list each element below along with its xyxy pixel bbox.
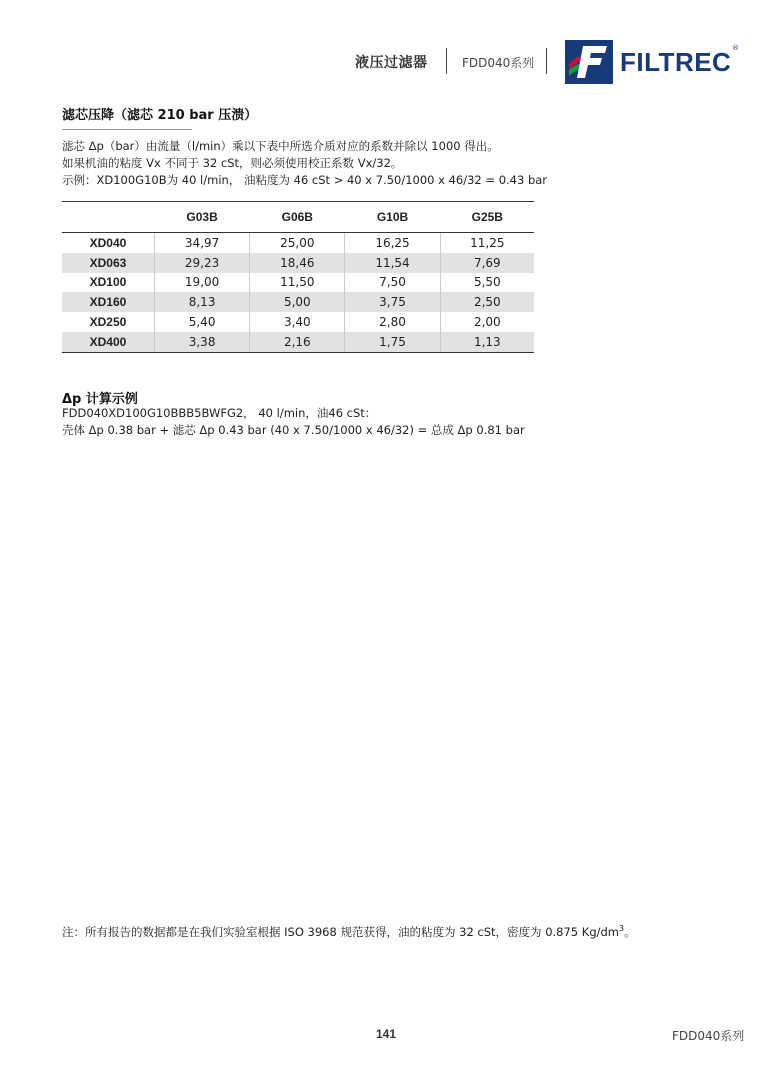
- footnote: [62, 924, 636, 940]
- column-header: [62, 202, 155, 233]
- filtrec-logo-icon: [565, 40, 613, 84]
- table-cell: 34,97: [155, 233, 250, 253]
- table-cell: 5,40: [155, 312, 250, 332]
- footer-series: FDD040系列: [672, 1029, 745, 1043]
- table-cell: 11,50: [250, 273, 345, 293]
- header-divider: [446, 48, 447, 74]
- table-row: [62, 273, 534, 293]
- calc-example-line: 壳体 Δp 0.38 bar + 滤芯 Δp 0.43 bar (40 x 7.50/1000 x 46/32) = 总成 Δp 0.81 bar: [62, 423, 525, 437]
- table-cell: 2,00: [440, 312, 534, 332]
- header-divider: [546, 48, 547, 74]
- pressure-drop-table: [62, 201, 534, 353]
- row-model: XD100: [89, 275, 127, 290]
- table-cell: 11,54: [345, 253, 440, 273]
- brand-name: FILTREC: [620, 47, 732, 77]
- table-cell: 7,50: [345, 273, 440, 293]
- footnote-end: 。: [624, 925, 636, 939]
- header-series: FDD040系列: [462, 56, 535, 70]
- table-cell: 1,75: [345, 332, 440, 352]
- table-cell: 3,40: [250, 312, 345, 332]
- column-header: G10B: [345, 202, 440, 233]
- section-underline: [62, 129, 192, 130]
- table-cell: 16,25: [345, 233, 440, 253]
- table-header-row: [62, 202, 534, 233]
- calc-example-line: FDD040XD100G10BBB5BWFG2， 40 l/min，油46 cSt：: [62, 406, 377, 420]
- column-header: G03B: [155, 202, 250, 233]
- row-model: XD250: [89, 315, 127, 330]
- table-cell: 3,75: [345, 292, 440, 312]
- table-row: [62, 233, 534, 253]
- registered-mark: ®: [732, 44, 739, 52]
- table-cell: 8,13: [155, 292, 250, 312]
- header-title: 液压过滤器: [355, 55, 428, 71]
- table-cell: 5,00: [250, 292, 345, 312]
- table-cell: 5,50: [440, 273, 534, 293]
- row-model: XD040: [89, 235, 127, 250]
- description-line: 滤芯 Δp（bar）由流量（l/min）乘以下表中所选介质对应的系数并除以 1000 得出。: [62, 139, 499, 153]
- table-cell: 2,50: [440, 292, 534, 312]
- table-cell: 2,16: [250, 332, 345, 352]
- table-row: [62, 332, 534, 352]
- footnote-superscript: 3: [619, 924, 625, 934]
- table-row: [62, 312, 534, 332]
- table-cell: 1,13: [440, 332, 534, 352]
- calc-example-title: Δp 计算示例: [62, 392, 138, 407]
- table-cell: 29,23: [155, 253, 250, 273]
- table-cell: 18,46: [250, 253, 345, 273]
- table-row: [62, 292, 534, 312]
- table-cell: 19,00: [155, 273, 250, 293]
- table-cell: 3,38: [155, 332, 250, 352]
- column-header: G25B: [440, 202, 534, 233]
- description-line: 如果机油的粘度 Vx 不同于 32 cSt，则必须使用校正系数 Vx/32。: [62, 156, 403, 170]
- table-cell: 2,80: [345, 312, 440, 332]
- table-cell: 7,69: [440, 253, 534, 273]
- table-row: [62, 253, 534, 273]
- page-number: 141: [376, 1027, 397, 1041]
- section-title: 滤芯压降（滤芯 210 bar 压溃）: [62, 108, 258, 123]
- table-cell: 11,25: [440, 233, 534, 253]
- table-cell: 25,00: [250, 233, 345, 253]
- column-header: G06B: [250, 202, 345, 233]
- row-model: XD063: [62, 253, 155, 273]
- row-model: XD400: [62, 332, 155, 352]
- row-model: XD160: [62, 292, 155, 312]
- description-line: 示例：XD100G10B为 40 l/min， 油粘度为 46 cSt > 40 x 7.50/1000 x 46/32 = 0.43 bar: [62, 173, 548, 187]
- footnote-text: 注：所有报告的数据都是在我们实验室根据 ISO 3968 规范获得，油的粘度为 32 cSt，密度为 0.875 Kg/dm: [62, 925, 619, 939]
